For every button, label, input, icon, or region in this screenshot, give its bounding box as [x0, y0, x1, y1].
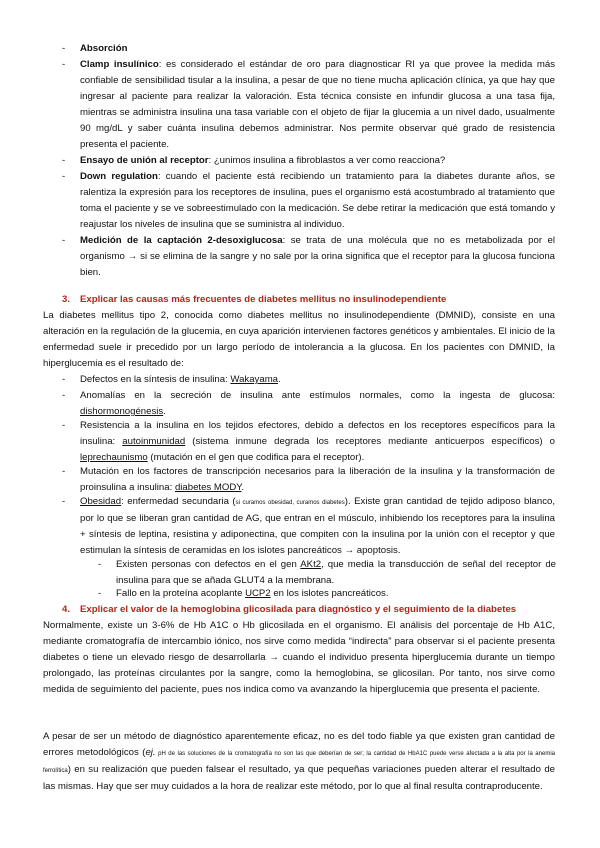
bullet-dash: - [62, 420, 66, 431]
bullet-dash: - [62, 496, 66, 507]
subbullet-dash: - [98, 588, 102, 599]
paragraph-limitations: A pesar de ser un método de diagnóstico aparentemente eficaz, no es del todo fiable ya que existen gran cantidad de errores metodológicos (ej. pH de las soluciones de la cromatografía no son las que deberían de ser; la cantidad de HbA1C puede verse afectada a la alta por la anemia ferrolítica) en su realización que pueden falsear el resultado, ya que pequeñas variaciones pueden alterar el resultado de las mismas. Hay que ser muy cuidados a la hora de realizar este método, por lo que al final resulta contraproducente. [43, 731, 555, 792]
sublist-item-akt2: Existen personas con defectos en el gen AKt2, que media la transducción de señal del receptor de insulina para que se añada GLUT4 a la membrana. [116, 559, 556, 586]
bullet-dash: - [62, 235, 66, 246]
list-item-down-regulation: Down regulation: cuando el paciente está recibiendo un tratamiento para la diabetes durante años, se ralentiza la expresión para los receptores de insulina, pues el organismo está acostumbrado al tratamiento que toma el paciente y se ve sobreestimulado con la medicación. Se debe retirar la medicación que está tomando y reajustar los niveles de insulina que se suministra al individuo. [80, 171, 555, 230]
section-heading: Explicar el valor de la hemoglobina glicosilada para diagnóstico y el seguimiento de la diabetes [80, 604, 517, 615]
list-item-resistencia: Resistencia a la insulina en los tejidos efectores, debido a defectos en los receptores específicos para la insulina: autoinmunidad (sistema inmune degrada los receptores mediante anticuerpos específicos) o leprechaunismo (mutación en el gen que codifica para el receptor). [80, 420, 555, 463]
subbullet-dash: - [98, 559, 102, 570]
bullet-dash: - [62, 43, 66, 54]
list-item-mody: Mutación en los factores de transcripción necesarios para la liberación de la insulina y la transformación de proinsulina a insulina: diabetes MODY. [80, 466, 555, 493]
section-number: 3. [62, 294, 71, 305]
list-item-absorcion: Absorción [80, 43, 128, 54]
sublist-item-ucp2: Fallo en la proteína acoplante UCP2 en los islotes pancreáticos. [116, 588, 389, 599]
paragraph-intro: La diabetes mellitus tipo 2, conocida como diabetes mellitus no insulinodependiente (DMNID), consiste en una alteración en la regulación de la glucemia, en cuya aparición intervienen factores genéticos y ambientales. El inicio de la enfermedad suele ir precedido por un largo período de intolerancia a la glucosa. En los pacientes con DMNID, la hiperglucemia es el resultado de: [43, 310, 555, 369]
bullet-dash: - [62, 390, 66, 401]
list-item-wakayama: Defectos en la síntesis de insulina: Wakayama. [80, 374, 281, 385]
bullet-dash: - [62, 374, 66, 385]
list-item-clamp: Clamp insulínico: es considerado el estándar de oro para diagnosticar RI ya que provee la medida más confiable de sensibilidad tisular a la insulina, a pesar de que no tiene mucha aplicación clínica, ya que hay que ingresar al paciente para realizar la valoración. Esta técnica consiste en infundir glucosa a una tasa fija, mientras se administra insulina una tasa variable con el objeto de fijar la glucemia a un nivel dado, usualmente 90 mg/dL y saber cuánta insulina debemos administrar. Nos permite observar qué grado de resistencia presenta el paciente. [80, 59, 555, 150]
bullet-dash: - [62, 59, 66, 70]
list-item-obesidad: Obesidad: enfermedad secundaria (si curamos obesidad, curamos diabetes). Existe gran cantidad de tejido adiposo blanco, por lo que se liberan gran cantidad de AG, que entran en el músculo, inhibiendo los receptores para la insulina + síntesis de leptina, resistina y adiponectina, que compiten con la insulina por la unión con el receptor y que estimulan la síntesis de ceramidas en los islotes pancreáticos → apoptosis. [80, 496, 555, 556]
bullet-dash: - [62, 155, 66, 166]
section-heading: Explicar las causas más frecuentes de diabetes mellitus no insulinodependiente [80, 294, 447, 305]
bullet-dash: - [62, 466, 66, 477]
list-item-ensayo: Ensayo de unión al receptor: ¿unimos insulina a fibroblastos a ver como reacciona? [80, 155, 446, 166]
bullet-dash: - [62, 171, 66, 182]
paragraph-hba1c: Normalmente, existe un 3-6% de Hb A1C o Hb glicosilada en el organismo. El análisis del porcentaje de Hb A1C, mediante cromatografía de intercambio iónico, nos sirve como medida “indirecta” para observar si el paciente presenta diabetes o tiene un elevado riesgo de desarrollarla → cuando el individuo presenta hiperglucemia durante un tiempo prolongado, las proteínas circulantes por la sangre, como la hemoglobina, se glicosilan. Por tanto, nos sirve como medida de seguimiento del paciente, pues nos indica como va avanzando la hiperglucemia que presenta el paciente. [43, 620, 555, 695]
list-item-dishormonogenesis: Anomalías en la secreción de insulina ante estímulos normales, como la ingesta de glucosa: dishormonogénesis. [80, 390, 555, 417]
section-number: 4. [62, 604, 71, 615]
list-item-2-desoxiglucosa: Medición de la captación 2-desoxiglucosa: se trata de una molécula que no es metabolizada por el organismo → si se elimina de la sangre y no sale por la orina significa que el receptor para la glucosa funciona bien. [80, 235, 555, 278]
